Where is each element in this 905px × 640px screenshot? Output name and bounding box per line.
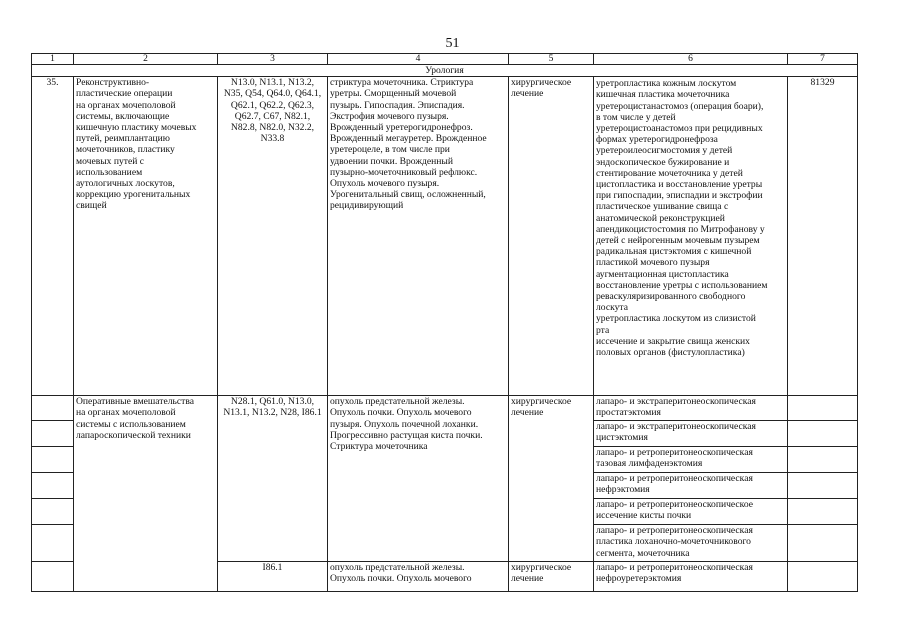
treatment-method: лапаро- и ретроперитонеоскопическая пластика лоханочно-мочеточникового сегмента, мочеточника: [594, 525, 788, 562]
procedure-name: Оперативные вмешательства на органах мочеполовой системы с использованием лапароскопической техники: [74, 396, 218, 592]
page-number: 51: [445, 36, 460, 51]
row-number: [32, 421, 74, 447]
treatment-method: лапаро- и экстраперитонеоскопическая цистэктомия: [594, 421, 788, 447]
row-number: [32, 447, 74, 473]
treatment-type: хирургическое лечение: [509, 77, 594, 396]
treatment-method: лапаро- и ретроперитонеоскопическая нефрэктомия: [594, 473, 788, 499]
cost-value: [788, 562, 858, 592]
row-number: 35.: [32, 77, 74, 396]
treatment-method: лапаро- и ретроперитонеоскопическая нефроуретерэктомия: [594, 562, 788, 592]
header-cell: 1: [32, 54, 74, 65]
cost-value: [788, 447, 858, 473]
cost-value: [788, 421, 858, 447]
header-cell: 6: [594, 54, 788, 65]
row-number: [32, 525, 74, 562]
procedures-table: [31, 53, 858, 592]
row-number: [32, 499, 74, 525]
header-row: [32, 54, 858, 65]
icd-codes: N28.1, Q61.0, N13.0, N13.1, N13.2, N28, I86.1: [218, 396, 328, 562]
treatment-method: лапаро- и экстраперитонеоскопическая простатэктомия: [594, 396, 788, 421]
section-title: Урология: [32, 65, 858, 77]
cost-value: [788, 473, 858, 499]
cost-value: [788, 525, 858, 562]
row-number: [32, 473, 74, 499]
treatment-type: хирургическое лечение: [509, 396, 594, 562]
patient-model: стриктура мочеточника. Стриктура уретры. Сморщенный мочевой пузырь. Гипоспадия. Эписпадия. Экстрофия мочевого пузыря. Врожденный уретерогидронефроз. Врожденный мегауретер. Врожденное уретероцеле, в том числе при удвоении почки. Врожденный пузырно-мочеточниковый рефлюкс. Опухоль мочевого пузыря. Урогенитальный свищ, осложненный, рецидивирующий: [328, 77, 509, 396]
cost-value: 81329: [788, 77, 858, 396]
patient-model: опухоль предстательной железы. Опухоль почки. Опухоль мочевого: [328, 562, 509, 592]
row-number: [32, 396, 74, 421]
patient-model: опухоль предстательной железы. Опухоль почки. Опухоль мочевого пузыря. Опухоль почечной лоханки. Прогрессивно растущая киста почки. Стриктура мочеточника: [328, 396, 509, 562]
cost-value: [788, 499, 858, 525]
treatment-method: лапаро- и ретроперитонеоскопическое иссечение кисты почки: [594, 499, 788, 525]
cost-value: [788, 396, 858, 421]
header-cell: 7: [788, 54, 858, 65]
header-cell: 2: [74, 54, 218, 65]
treatment-methods: уретропластика кожным лоскутом кишечная пластика мочеточника уретероцистанастомоз (операция боари), в том числе у детей уретероцистоанастомоз при рецидивных формах уретерогидронефроза уретероилеосигмостомия у детей эндоскопическое бужирование и стентирование мочеточника у детей цистопластика и восстановление уретры при гипоспадии, эписпадии и экстрофии пластическое ушивание свища с анатомической реконструкцией апендикоцистостомия по Митрофанову у детей с нейрогенным мочевым пузырем радикальная цистэктомия с кишечной пластикой мочевого пузыря аугментационная цистопластика восстановление уретры с использованием реваскуляризированного свободного лоскута уретропластика лоскутом из слизистой рта иссечение и закрытие свища женских половых органов (фистулопластика): [594, 77, 788, 396]
icd-codes: N13.0, N13.1, N13.2, N35, Q54, Q64.0, Q64.1, Q62.1, Q62.2, Q62.3, Q62.7, C67, N82.1, N82.8, N82.0, N32.2, N33.8: [218, 77, 328, 396]
header-cell: 3: [218, 54, 328, 65]
header-cell: 5: [509, 54, 594, 65]
table-row: [32, 396, 858, 421]
icd-codes: I86.1: [218, 562, 328, 592]
treatment-type: хирургическое лечение: [509, 562, 594, 592]
header-cell: 4: [328, 54, 509, 65]
row-number: [32, 562, 74, 592]
section-row: [32, 65, 858, 77]
procedure-name: Реконструктивно- пластические операции на органах мочеполовой системы, включающие кишечную пластику мочевых путей, реимплантацию мочеточников, пластику мочевых путей с использованием аутологичных лоскутов, коррекцию урогенитальных свищей: [74, 77, 218, 396]
table-row: [32, 77, 858, 396]
treatment-method: лапаро- и ретроперитонеоскопическая тазовая лимфаденэктомия: [594, 447, 788, 473]
